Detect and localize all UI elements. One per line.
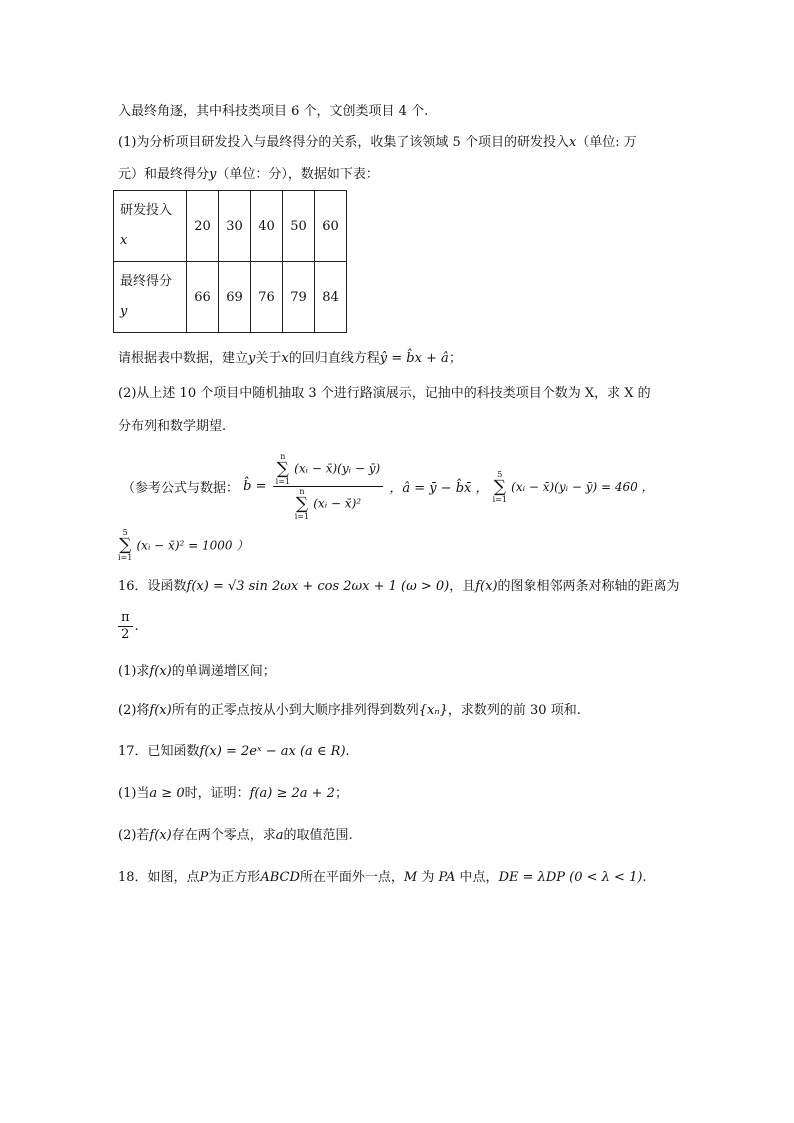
table-cell: 50 <box>283 191 315 262</box>
table-cell: 66 <box>187 262 219 333</box>
q17-part1: (1)当a ≥ 0时，证明：f(a) ≥ 2a + 2； <box>118 786 348 801</box>
q15-part1-line1: (1)为分析项目研发投入与最终得分的关系，收集了该领域 5 个项目的研发投入x（单位: 万 <box>118 135 637 150</box>
pi-over-two: $\frac{\pi}{2}$ <box>118 610 133 643</box>
table-row-score <box>114 262 347 333</box>
table-cell: 20 <box>187 191 219 262</box>
table-cell: 84 <box>315 262 347 333</box>
table-cell: 76 <box>251 262 283 333</box>
table-cell: 69 <box>219 262 251 333</box>
sigma-icon: n ∑ i=1 <box>275 452 291 486</box>
reference-formulas: （参考公式与数据： b̂ = n ∑ i=1 (xᵢ − x̄)(yᵢ − ȳ) n ∑ i=1 (xᵢ − x̄)² ，â = ȳ − b̂x̄ ， 5 ∑ i=1 (xᵢ − x̄)(yᵢ − ȳ) = 460 ， <box>122 452 654 521</box>
q17-line1: 17．已知函数f(x) = 2eˣ − ax (a ∈ R). <box>118 744 350 759</box>
sigma-icon: 5 ∑ i=1 <box>118 528 133 562</box>
reference-formulas-cont: 5 ∑ i=1 (xᵢ − x̄)² = 1000 ） <box>118 528 249 562</box>
q15-part1-request: 请根据表中数据，建立y关于x的回归直线方程ŷ = b̂x + â； <box>118 351 462 366</box>
table-row-investment <box>114 191 347 262</box>
table-row-label: 最终得分 y <box>114 262 187 333</box>
table-cell: 79 <box>283 262 315 333</box>
q17-part2: (2)若f(x)存在两个零点，求a的取值范围. <box>118 828 353 843</box>
q15-part1-line2: 元）和最终得分y（单位：分），数据如下表： <box>118 167 379 182</box>
slope-fraction: n ∑ i=1 (xᵢ − x̄)(yᵢ − ȳ) n ∑ i=1 (xᵢ − x̄)² <box>273 452 384 521</box>
q18-line1: 18．如图，点P为正方形ABCD所在平面外一点，M 为 PA 中点，DE = λDP (0 < λ < 1). <box>118 870 647 885</box>
q16-fraction-line: $\frac{\pi}{2}$ . <box>118 610 139 643</box>
data-table <box>113 190 347 333</box>
table-cell: 30 <box>219 191 251 262</box>
q16-part1: (1)求f(x)的单调递增区间； <box>118 664 276 679</box>
q16-part2: (2)将f(x)所有的正零点按从小到大顺序排列得到数列{xₙ}，求数列的前 30 项和. <box>118 703 581 718</box>
sigma-icon: 5 ∑ i=1 <box>492 469 508 504</box>
q15-part2-line1: (2)从上述 10 个项目中随机抽取 3 个进行路演展示，记抽中的科技类项目个数为 X，求 X 的 <box>118 386 651 401</box>
intro-line: 入最终角逐，其中科技类项目 6 个，文创类项目 4 个. <box>118 104 429 119</box>
q16-line1: 16．设函数f(x) = √3 sin 2ωx + cos 2ωx + 1 (ω > 0)，且f(x)的图象相邻两条对称轴的距离为 <box>118 579 680 594</box>
table-row-label: 研发投入 x <box>114 191 187 262</box>
q15-part2-line2: 分布列和数学期望. <box>118 419 227 434</box>
table-cell: 40 <box>251 191 283 262</box>
table-cell: 60 <box>315 191 347 262</box>
sigma-icon: n ∑ i=1 <box>294 487 310 521</box>
